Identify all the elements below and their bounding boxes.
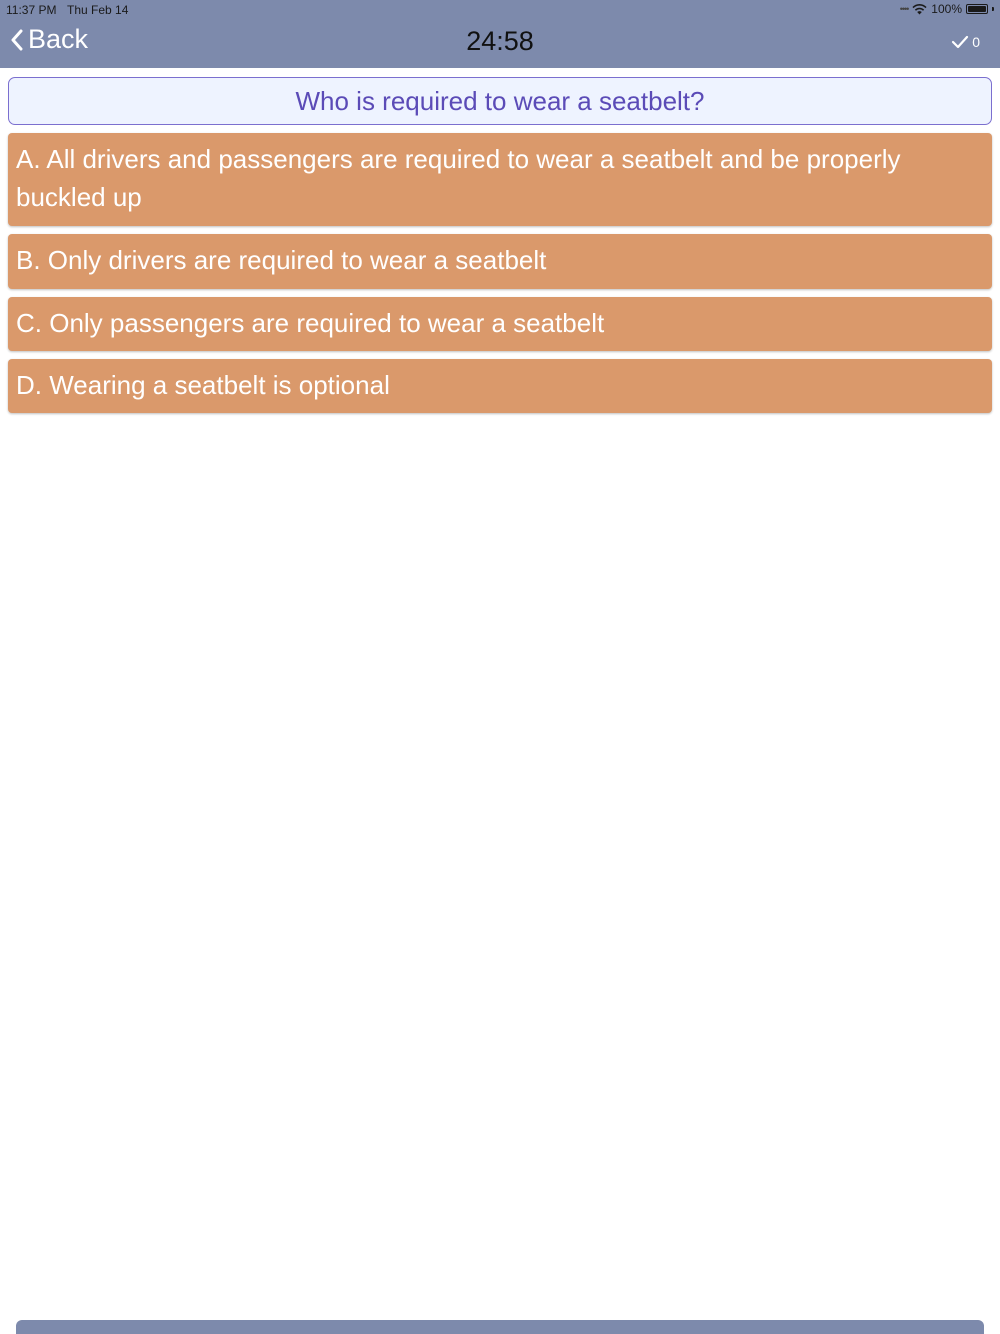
answer-label: C. Only passengers are required to wear a seatbelt [16, 308, 605, 338]
answer-option-c[interactable] [8, 297, 992, 351]
battery-icon [966, 4, 988, 14]
correct-count: 0 [972, 34, 980, 50]
battery-percent: 100% [931, 2, 962, 16]
signal-icon: •••• [899, 4, 909, 14]
bottom-toolbar [16, 1320, 984, 1334]
correct-count-button[interactable] [951, 34, 980, 50]
status-date: Thu Feb 14 [67, 3, 129, 17]
answer-option-a[interactable] [8, 133, 992, 226]
question-text: Who is required to wear a seatbelt? [295, 85, 705, 116]
answer-option-d[interactable] [8, 359, 992, 413]
question-box [8, 77, 992, 125]
wifi-icon [912, 4, 927, 15]
back-label: Back [28, 24, 89, 54]
answer-label: B. Only drivers are required to wear a seatbelt [16, 245, 547, 275]
checkmark-icon [951, 35, 969, 49]
answer-label: A. All drivers and passengers are required to wear a seatbelt and be properly buckled up [16, 144, 901, 212]
battery-tip [992, 7, 994, 11]
nav-bar [0, 0, 1000, 68]
answer-option-b[interactable] [8, 234, 992, 289]
status-indicators [900, 2, 994, 16]
timer: 24:58 [466, 26, 534, 56]
answer-label: D. Wearing a seatbelt is optional [16, 370, 390, 400]
status-time: 11:37 PM [6, 3, 57, 17]
